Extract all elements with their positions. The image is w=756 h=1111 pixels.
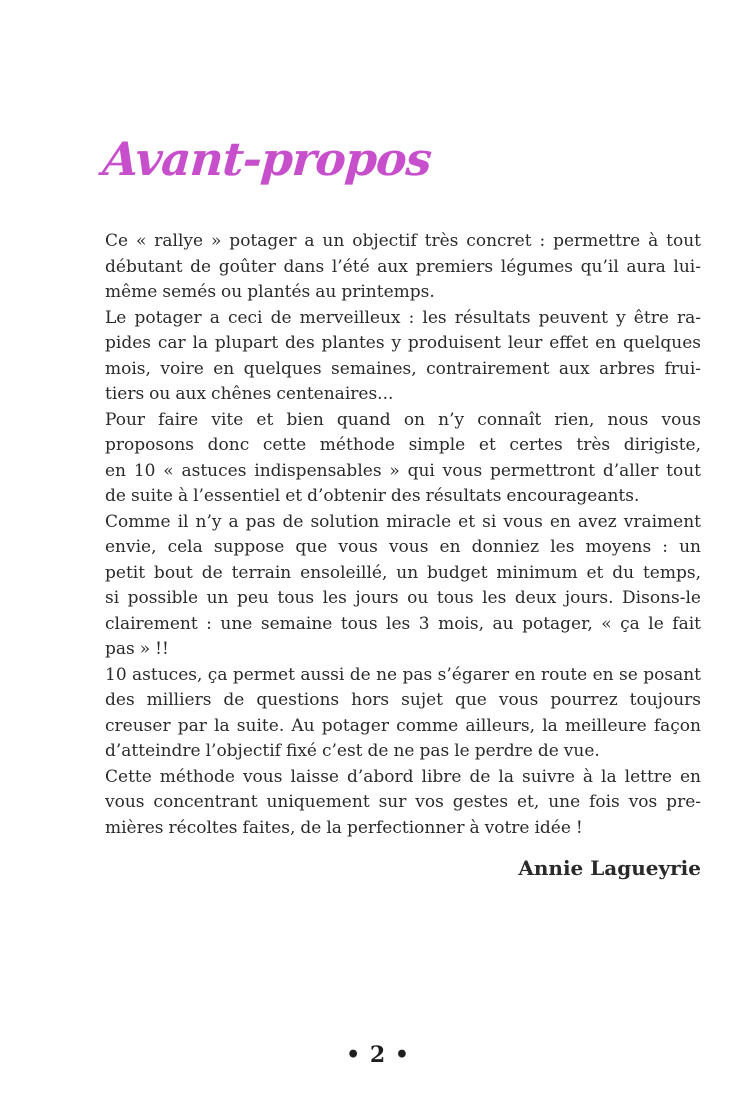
text-line: mières récoltes faites, de la perfectionner à votre idée ! [105, 817, 583, 838]
text-line: débutant de goûter dans l’été aux premiers légumes qu’il aura lui- [105, 256, 701, 277]
text-line: si possible un peu tous les jours ou tous les deux jours. Disons-le [105, 588, 701, 608]
text-line: envie, cela suppose que vous vous en donniez les moyens : un [105, 537, 701, 557]
paragraph [105, 408, 701, 510]
text-line: Le potager a ceci de merveilleux : les résultats peuvent y être ra- [105, 307, 701, 328]
text-line: mois, voire en quelques semaines, contrairement aux arbres frui- [105, 358, 701, 379]
text-line: Cette méthode vous laisse d’abord libre de la suivre à la lettre en [105, 766, 701, 787]
text-line: 10 astuces, ça permet aussi de ne pas s’égarer en route en se posant [105, 664, 701, 685]
text-line: même semés ou plantés au printemps. [105, 282, 435, 302]
text-line: vous concentrant uniquement sur vos gestes et, une fois vos pre- [105, 792, 701, 812]
text-line: tiers ou aux chênes centenaires... [105, 384, 394, 404]
text-line: Ce « rallye » potager a un objectif très concret : permettre à tout [105, 231, 701, 251]
text-line: de suite à l’essentiel et d’obtenir des résultats encourageants. [105, 486, 640, 506]
author-signature: Annie Lagueyrie [518, 856, 701, 880]
paragraph [105, 306, 701, 408]
text-line: pas » !! [105, 639, 169, 659]
text-line: en 10 « astuces indispensables » qui vous permettront d’aller tout [105, 460, 701, 481]
text-line: Pour faire vite et bien quand on n’y connaît rien, nous vous [105, 409, 701, 430]
body-text [105, 229, 701, 841]
paragraph [105, 663, 701, 765]
paragraph [105, 229, 701, 306]
text-line: Comme il n’y a pas de solution miracle et si vous en avez vraiment [105, 511, 701, 532]
text-line: petit bout de terrain ensoleillé, un budget minimum et du temps, [105, 562, 701, 583]
text-line: des milliers de questions hors sujet que vous pourrez toujours [105, 690, 701, 710]
text-line: creuser par la suite. Au potager comme ailleurs, la meilleure façon [105, 715, 701, 736]
text-line: clairement : une semaine tous les 3 mois, au potager, « ça le fait [105, 613, 701, 634]
paragraph [105, 510, 701, 663]
paragraph [105, 765, 701, 842]
text-line: d’atteindre l’objectif fixé c’est de ne pas le perdre de vue. [105, 741, 600, 761]
page-title: Avant-propos [101, 132, 433, 186]
text-line: pides car la plupart des plantes y produisent leur effet en quelques [105, 333, 701, 353]
text-line: proposons donc cette méthode simple et certes très dirigiste, [105, 435, 701, 455]
page-number: • 2 • [346, 1042, 410, 1068]
